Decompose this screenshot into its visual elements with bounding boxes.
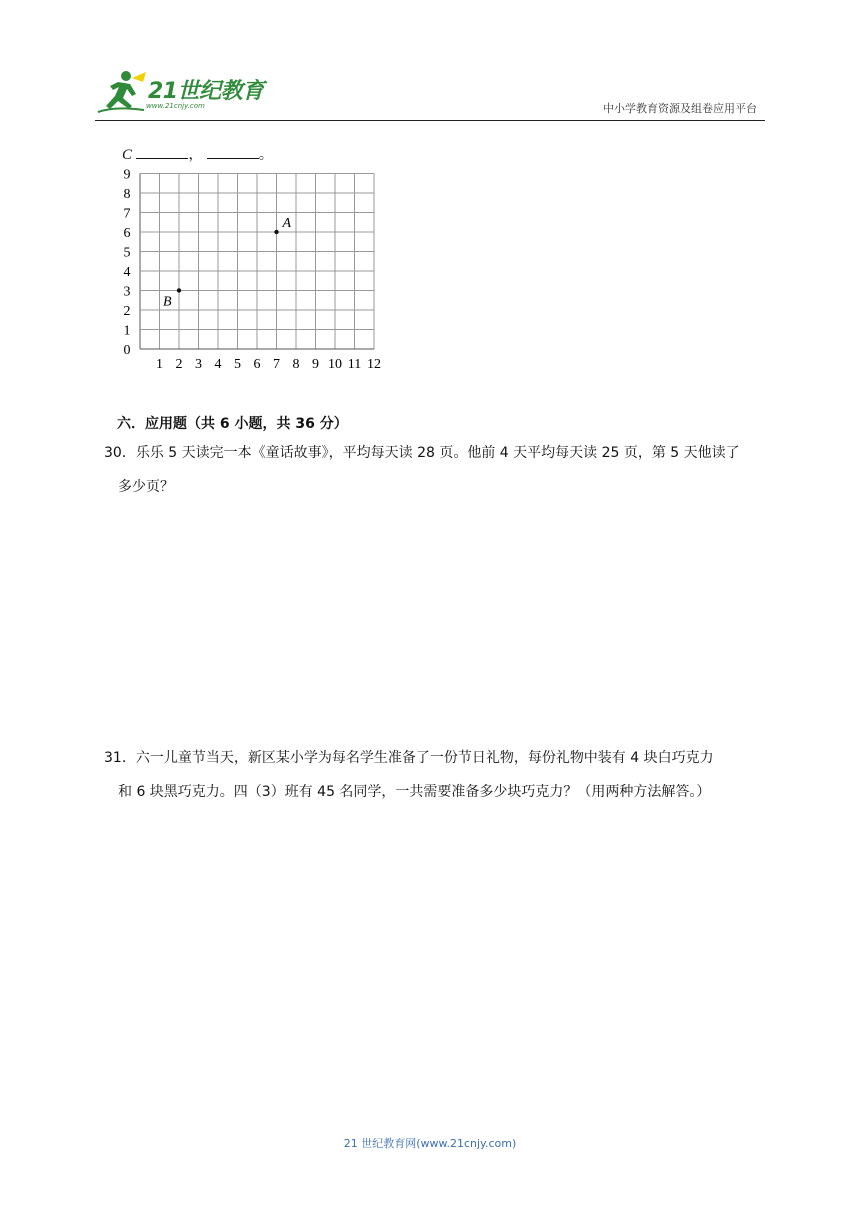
logo-text: 21世纪教育 (148, 79, 264, 104)
question-30-line2: 多少页？ (118, 479, 174, 495)
x-tick-label: 10 (328, 357, 342, 372)
header-divider (95, 120, 765, 121)
y-tick-label: 8 (123, 187, 131, 202)
y-tick-label: 7 (123, 206, 131, 222)
answer-line (122, 144, 273, 164)
x-tick-label: 11 (347, 357, 362, 372)
y-tick-label: 5 (123, 245, 131, 261)
y-tick-label: 9 (123, 167, 131, 183)
answer-blank-2[interactable] (207, 146, 259, 159)
point-b (177, 288, 181, 292)
y-axis-labels (124, 168, 131, 359)
x-tick-label: 2 (175, 357, 183, 372)
x-tick-label: 1 (156, 357, 163, 372)
question-31 (104, 741, 764, 809)
x-tick-label: 12 (367, 357, 381, 372)
runner-logo-icon (96, 68, 148, 114)
x-tick-label: 8 (292, 357, 300, 372)
coordinate-grid (110, 162, 400, 374)
x-axis-labels (156, 357, 381, 372)
point-label-b: B (163, 294, 172, 310)
y-tick-label: 0 (123, 343, 131, 358)
question-30 (104, 436, 764, 504)
y-tick-label: 6 (123, 226, 131, 241)
point-a (274, 230, 278, 234)
x-tick-label: 4 (214, 357, 222, 372)
point-label-a: A (282, 216, 292, 231)
question-31-line2: 和 6 块黑巧克力。四（3）班有 45 名同学，一共需要准备多少块巧克力？（用两种方法解答。） (118, 784, 711, 800)
comma: ， (188, 147, 203, 163)
logo (96, 68, 266, 118)
y-tick-label: 1 (123, 323, 131, 339)
question-30-line1: 30．乐乐 5 天读完一本《童话故事》，平均每天读 28 页。他前 4 天平均每天读 25 页，第 5 天他读了 (104, 445, 740, 461)
question-31-line1: 31．六一儿童节当天，新区某小学为每名学生准备了一份节日礼物，每份礼物中装有 4 块白巧克力 (104, 750, 714, 766)
x-tick-label: 6 (253, 357, 261, 372)
footer: 21 世纪教育网(www.21cnjy.com) (343, 1137, 517, 1150)
section-title: 六．应用题（共 6 小题，共 36 分） (117, 416, 348, 432)
logo-url: www.21cnjy.com (146, 102, 205, 110)
y-tick-label: 3 (123, 284, 131, 300)
period: 。 (258, 147, 273, 163)
answer-blank-1[interactable] (136, 146, 188, 159)
grid-points (163, 216, 292, 310)
x-tick-label: 3 (195, 357, 202, 372)
x-tick-label: 5 (234, 357, 241, 372)
point-c-label: C (122, 147, 133, 163)
grid-lines (140, 174, 374, 350)
y-tick-label: 2 (123, 304, 131, 319)
x-tick-label: 9 (312, 357, 319, 372)
x-tick-label: 7 (273, 357, 280, 372)
y-tick-label: 4 (123, 265, 131, 280)
platform-name: 中小学教育资源及组卷应用平台 (603, 102, 757, 115)
